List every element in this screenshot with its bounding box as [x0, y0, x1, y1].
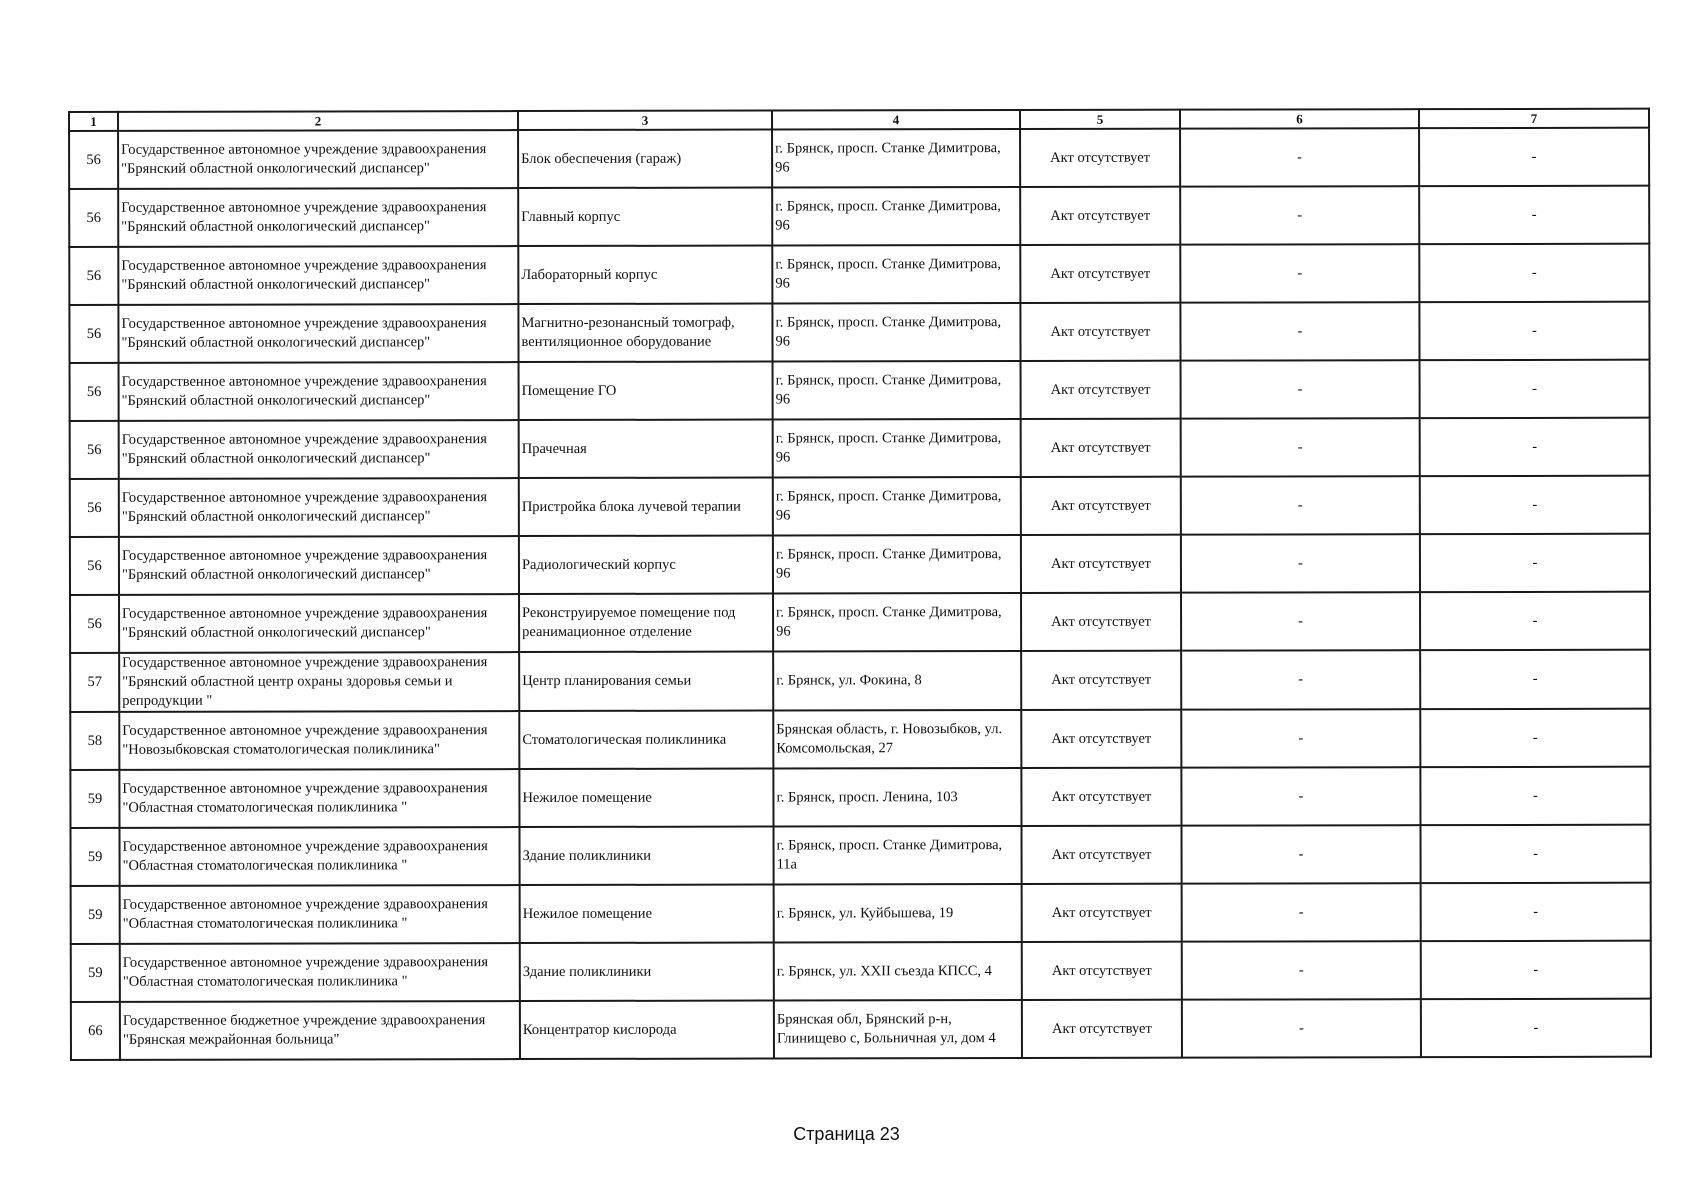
act-status: Акт отсутствует	[1021, 826, 1181, 884]
registry-table	[68, 108, 1652, 1061]
object-address: г. Брянск, просп. Станке Димитрова, 96	[772, 245, 1020, 304]
column-6-value: -	[1181, 825, 1420, 884]
object-address: г. Брянск, просп. Ленина, 103	[773, 768, 1021, 827]
column-header-7: 7	[1419, 109, 1649, 128]
object-name: Стоматологическая поликлиника	[519, 711, 773, 770]
column-6-value: -	[1181, 709, 1420, 768]
table-row	[71, 999, 1651, 1060]
row-number: 58	[70, 712, 119, 770]
column-7-value: -	[1421, 883, 1651, 941]
organization-name: Государственное автономное учреждение здравоохранения "Областная стоматологическая поликлиника "	[120, 827, 520, 886]
table-row	[70, 534, 1650, 595]
object-address: г. Брянск, просп. Станке Димитрова, 96	[773, 593, 1021, 652]
object-name: Лабораторный корпус	[518, 246, 772, 305]
table-row	[70, 418, 1650, 479]
column-7-value: -	[1420, 592, 1650, 650]
row-number: 56	[69, 131, 118, 189]
column-7-value: -	[1419, 244, 1649, 302]
object-address: г. Брянск, просп. Станке Димитрова, 96	[772, 129, 1020, 188]
column-7-value: -	[1420, 534, 1650, 592]
organization-name: Государственное автономное учреждение здравоохранения "Брянский областной онкологический диспансер"	[119, 362, 519, 421]
column-6-value: -	[1181, 360, 1420, 419]
column-header-6: 6	[1180, 109, 1419, 129]
row-number: 59	[70, 770, 119, 828]
column-header-3: 3	[518, 111, 772, 131]
row-number: 59	[71, 828, 120, 886]
row-number: 59	[71, 886, 120, 944]
object-name: Радиологический корпус	[519, 536, 773, 595]
table-row	[69, 186, 1649, 247]
organization-name: Государственное автономное учреждение здравоохранения "Брянский областной онкологический диспансер"	[119, 536, 519, 595]
organization-name: Государственное автономное учреждение здравоохранения "Брянский областной центр охраны здоровья семьи и репродукции "	[119, 652, 519, 712]
column-6-value: -	[1181, 534, 1420, 593]
act-status: Акт отсутствует	[1022, 884, 1182, 942]
row-number: 57	[70, 653, 119, 712]
organization-name: Государственное автономное учреждение здравоохранения "Новозыбковская стоматологическая поликлиника"	[119, 711, 519, 770]
object-name: Центр планирования семьи	[519, 652, 773, 712]
object-name: Прачечная	[519, 420, 773, 479]
table-row	[69, 128, 1649, 189]
object-address: г. Брянск, просп. Станке Димитрова, 96	[773, 361, 1021, 420]
object-name: Помещение ГО	[519, 362, 773, 421]
object-address: г. Брянск, просп. Станке Димитрова, 96	[772, 303, 1020, 362]
row-number: 56	[70, 479, 119, 537]
column-6-value: -	[1181, 650, 1420, 710]
row-number: 56	[70, 595, 119, 653]
table-row	[70, 650, 1650, 712]
organization-name: Государственное автономное учреждение здравоохранения "Областная стоматологическая поликлиника "	[119, 769, 519, 828]
organization-name: Государственное автономное учреждение здравоохранения "Брянский областной онкологический диспансер"	[118, 130, 518, 189]
act-status: Акт отсутствует	[1022, 942, 1182, 1000]
act-status: Акт отсутствует	[1020, 303, 1180, 361]
column-6-value: -	[1180, 128, 1419, 187]
object-address: г. Брянск, ул. Фокина, 8	[773, 651, 1021, 711]
column-7-value: -	[1420, 418, 1650, 476]
row-number: 66	[71, 1002, 120, 1060]
column-7-value: -	[1420, 650, 1650, 709]
column-6-value: -	[1180, 302, 1419, 361]
table-row	[70, 767, 1650, 828]
object-name: Здание поликлиники	[520, 943, 774, 1002]
object-name: Концентратор кислорода	[520, 1001, 774, 1060]
act-status: Акт отсутствует	[1020, 187, 1180, 245]
table-row	[71, 825, 1651, 886]
act-status: Акт отсутствует	[1020, 245, 1180, 303]
column-7-value: -	[1420, 709, 1650, 767]
object-name: Нежилое помещение	[520, 885, 774, 944]
column-6-value: -	[1181, 418, 1420, 477]
column-header-4: 4	[772, 110, 1020, 130]
object-name: Магнитно-резонансный томограф, вентиляционное оборудование	[518, 304, 772, 363]
row-number: 56	[70, 421, 119, 479]
column-6-value: -	[1181, 476, 1420, 535]
table-row	[71, 883, 1651, 944]
object-address: г. Брянск, ул. XXII съезда КПСС, 4	[774, 942, 1022, 1001]
column-7-value: -	[1421, 941, 1651, 999]
column-6-value: -	[1181, 592, 1420, 651]
organization-name: Государственное автономное учреждение здравоохранения "Областная стоматологическая поликлиника "	[120, 943, 520, 1002]
organization-name: Государственное автономное учреждение здравоохранения "Брянский областной онкологический диспансер"	[119, 420, 519, 479]
organization-name: Государственное бюджетное учреждение здравоохранения "Брянская межрайонная больница"	[120, 1001, 520, 1060]
row-number: 56	[69, 189, 118, 247]
column-7-value: -	[1420, 360, 1650, 418]
column-6-value: -	[1181, 767, 1420, 826]
act-status: Акт отсутствует	[1021, 651, 1181, 710]
column-7-value: -	[1420, 767, 1650, 825]
act-status: Акт отсутствует	[1021, 535, 1181, 593]
column-7-value: -	[1419, 302, 1649, 360]
object-address: г. Брянск, просп. Станке Димитрова, 96	[772, 187, 1020, 246]
object-address: г. Брянск, просп. Станке Димитрова, 96	[773, 419, 1021, 478]
column-header-5: 5	[1020, 110, 1180, 129]
column-6-value: -	[1180, 244, 1419, 303]
table-row	[70, 476, 1650, 537]
object-name: Здание поликлиники	[520, 827, 774, 886]
column-7-value: -	[1419, 128, 1649, 186]
column-7-value: -	[1421, 999, 1651, 1057]
act-status: Акт отсутствует	[1021, 361, 1181, 419]
table-row	[70, 709, 1650, 770]
row-number: 56	[69, 305, 118, 363]
column-header-2: 2	[118, 111, 518, 131]
object-address: г. Брянск, просп. Станке Димитрова, 96	[773, 477, 1021, 536]
column-header-1: 1	[69, 112, 118, 131]
row-number: 56	[70, 537, 119, 595]
act-status: Акт отсутствует	[1021, 419, 1181, 477]
organization-name: Государственное автономное учреждение здравоохранения "Брянский областной онкологический диспансер"	[119, 478, 519, 537]
object-name: Блок обеспечения (гараж)	[518, 130, 772, 189]
table-row	[69, 302, 1649, 363]
table-row	[70, 360, 1650, 421]
column-7-value: -	[1420, 825, 1650, 883]
table-row	[70, 592, 1650, 653]
object-address: Брянская область, г. Новозыбков, ул. Комсомольская, 27	[773, 710, 1021, 769]
table-row	[69, 244, 1649, 305]
row-number: 56	[70, 363, 119, 421]
organization-name: Государственное автономное учреждение здравоохранения "Областная стоматологическая поликлиника "	[120, 885, 520, 944]
object-address: г. Брянск, просп. Станке Димитрова, 96	[773, 535, 1021, 594]
table-body	[69, 128, 1651, 1060]
row-number: 56	[69, 247, 118, 305]
object-name: Главный корпус	[518, 188, 772, 247]
organization-name: Государственное автономное учреждение здравоохранения "Брянский областной онкологический диспансер"	[118, 304, 518, 363]
column-6-value: -	[1180, 186, 1419, 245]
organization-name: Государственное автономное учреждение здравоохранения "Брянский областной онкологический диспансер"	[119, 594, 519, 653]
object-address: г. Брянск, просп. Станке Димитрова, 11а	[774, 826, 1022, 885]
act-status: Акт отсутствует	[1021, 593, 1181, 651]
page-number: Страница 23	[793, 1124, 900, 1144]
column-6-value: -	[1182, 883, 1421, 942]
organization-name: Государственное автономное учреждение здравоохранения "Брянский областной онкологический диспансер"	[118, 246, 518, 305]
act-status: Акт отсутствует	[1020, 129, 1180, 187]
column-7-value: -	[1419, 186, 1649, 244]
column-6-value: -	[1182, 999, 1421, 1058]
organization-name: Государственное автономное учреждение здравоохранения "Брянский областной онкологический диспансер"	[118, 188, 518, 247]
object-name: Нежилое помещение	[519, 769, 773, 828]
object-name: Пристройка блока лучевой терапии	[519, 478, 773, 537]
object-address: г. Брянск, ул. Куйбышева, 19	[774, 884, 1022, 943]
act-status: Акт отсутствует	[1021, 477, 1181, 535]
row-number: 59	[71, 944, 120, 1002]
act-status: Акт отсутствует	[1021, 710, 1181, 768]
object-name: Реконструируемое помещение под реанимационное отделение	[519, 594, 773, 653]
column-7-value: -	[1420, 476, 1650, 534]
act-status: Акт отсутствует	[1021, 768, 1181, 826]
column-6-value: -	[1182, 941, 1421, 1000]
object-address: Брянская обл, Брянский р-н, Глинищево с, Больничная ул, дом 4	[774, 1000, 1022, 1059]
table-row	[71, 941, 1651, 1002]
act-status: Акт отсутствует	[1022, 1000, 1182, 1058]
